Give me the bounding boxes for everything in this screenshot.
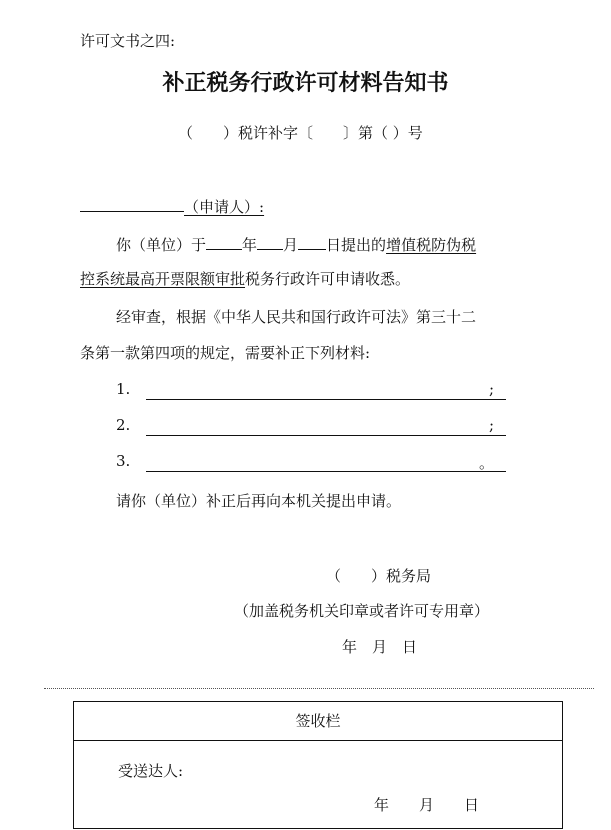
receipt-header: 签收栏 bbox=[74, 702, 562, 741]
year-blank bbox=[206, 235, 242, 250]
para1-month: 月 bbox=[283, 236, 299, 254]
applicant-blank bbox=[80, 197, 184, 212]
day-blank bbox=[298, 235, 326, 250]
item-number: 2. bbox=[116, 416, 131, 434]
para1-item-part1: 增值税防伪税 bbox=[386, 236, 477, 254]
para1-tail: 税务行政许可申请收悉。 bbox=[245, 270, 411, 288]
paragraph-2-line-2: 条第一款第四项的规定，需要补正下列材料: bbox=[80, 344, 371, 362]
page-title: 补正税务行政许可材料告知书 bbox=[162, 70, 449, 96]
receipt-date-line: 年 月 日 bbox=[374, 796, 480, 814]
paragraph-1-line-2 bbox=[80, 268, 410, 289]
paragraph-1-line-1 bbox=[116, 234, 476, 255]
material-item-3 bbox=[116, 452, 506, 474]
item-blank-line bbox=[146, 435, 506, 436]
seal-note: （加盖税务机关印章或者许可专用章） bbox=[234, 602, 490, 620]
item-end-mark: ; bbox=[488, 416, 494, 434]
receipt-box bbox=[73, 701, 563, 829]
item-number: 3. bbox=[116, 452, 131, 470]
doc-label: 许可文书之四: bbox=[80, 32, 176, 50]
para1-year: 年 bbox=[242, 236, 258, 254]
paragraph-3: 请你（单位）补正后再向本机关提出申请。 bbox=[116, 492, 402, 510]
para1-item-part2: 控系统最高开票限额审批 bbox=[80, 270, 246, 288]
paragraph-2-line-1: 经审查，根据《中华人民共和国行政许可法》第三十二 bbox=[116, 308, 477, 326]
item-end-mark: ; bbox=[488, 380, 494, 398]
item-number: 1. bbox=[116, 380, 131, 398]
tear-off-divider bbox=[44, 688, 594, 689]
recipient-label: 受送达人: bbox=[118, 762, 184, 780]
issuing-authority: （ ）税务局 bbox=[326, 567, 432, 585]
item-blank-line bbox=[146, 399, 506, 400]
para1-prefix: 你（单位）于 bbox=[116, 236, 207, 254]
issue-date-line: 年 月 日 bbox=[342, 638, 418, 656]
month-blank bbox=[257, 235, 283, 250]
applicant-suffix: （申请人）: bbox=[184, 198, 265, 216]
para1-day-suffix: 日提出的 bbox=[326, 236, 387, 254]
document-number: （ ）税许补字〔 〕第（ ）号 bbox=[178, 124, 423, 142]
material-item-1 bbox=[116, 380, 506, 402]
applicant-line bbox=[80, 196, 264, 217]
item-end-mark: 。 bbox=[478, 454, 494, 472]
item-blank-line bbox=[146, 471, 506, 472]
material-item-2 bbox=[116, 416, 506, 438]
